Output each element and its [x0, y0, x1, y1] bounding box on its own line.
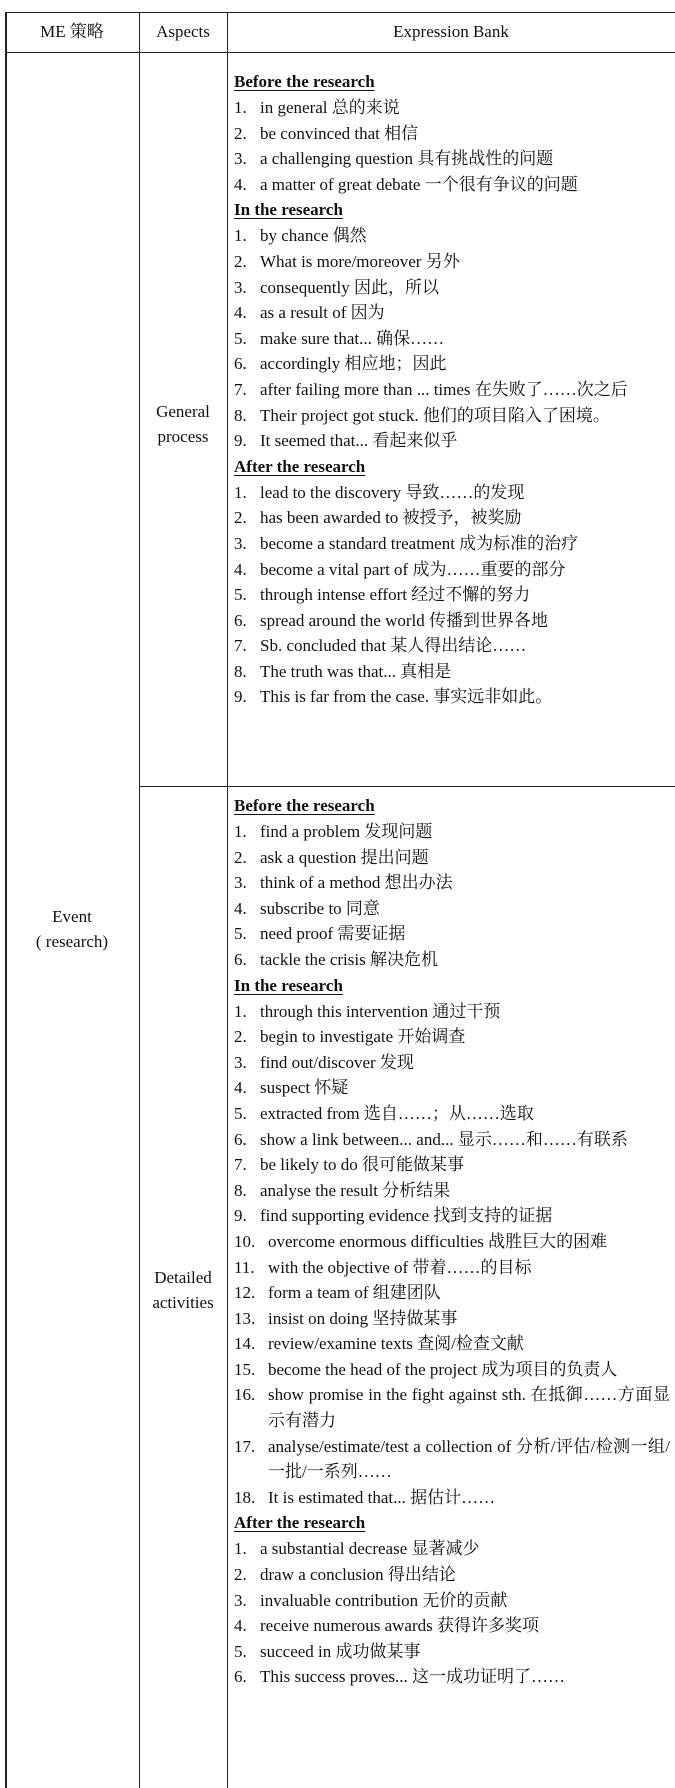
item-number: 6.: [234, 610, 247, 630]
section-heading: After the research: [234, 1513, 366, 1533]
section-heading: In the research: [234, 975, 343, 995]
item-number: 4.: [234, 559, 247, 579]
expression-item: [234, 403, 670, 429]
item-text: consequently 因此，所以: [260, 277, 439, 297]
item-number: 15.: [234, 1359, 256, 1379]
expression-item: [234, 999, 670, 1025]
expression-item: [234, 896, 670, 922]
expression-item: [234, 659, 670, 685]
expression-item: [234, 249, 670, 275]
item-text: draw a conclusion 得出结论: [260, 1565, 456, 1585]
expression-item: [234, 275, 670, 301]
item-number: 5.: [234, 328, 247, 348]
expression-item: [234, 608, 670, 634]
expression-item: [234, 1613, 670, 1639]
header-me-strategy: ME 策略: [40, 22, 104, 41]
expression-item: [234, 172, 670, 198]
item-text: find out/discover 发现: [260, 1052, 414, 1072]
header-aspects: Aspects: [156, 22, 210, 41]
item-number: 3.: [234, 533, 247, 553]
item-text: suspect 怀疑: [260, 1078, 349, 1098]
item-text: show promise in the fight against sth. 在抵御……方面显示有潜力: [268, 1385, 670, 1431]
expression-item: [234, 1588, 670, 1614]
header-expression-bank: Expression Bank: [393, 22, 509, 41]
item-text: review/examine texts 查阅/检查文献: [268, 1334, 524, 1354]
item-number: 8.: [234, 1180, 247, 1200]
item-number: 4.: [234, 174, 247, 194]
item-number: 2.: [234, 251, 247, 271]
expression-item: [234, 633, 670, 659]
item-text: analyse/estimate/test a collection of 分析/评估/检测一组/一批/一系列……: [268, 1436, 670, 1482]
item-text: in general 总的来说: [260, 98, 400, 117]
item-number: 3.: [234, 149, 247, 169]
expression-item: [234, 1203, 670, 1229]
expression-item: [234, 1306, 670, 1332]
expression-item: [234, 1485, 670, 1511]
aspect-general-process: [139, 399, 227, 449]
item-number: 5.: [234, 585, 247, 605]
item-number: 4.: [234, 1078, 247, 1098]
item-number: 5.: [234, 1103, 247, 1123]
item-text: spread around the world 传播到世界各地: [260, 610, 549, 630]
item-text: find a problem 发现问题: [260, 822, 433, 841]
expression-item: [234, 1101, 670, 1127]
item-number: 4.: [234, 898, 247, 918]
item-text: extracted from 选自……；从……选取: [260, 1103, 534, 1123]
item-number: 2.: [234, 1565, 247, 1585]
strategy-line-1: Event: [52, 907, 92, 926]
item-number: 1.: [234, 1001, 247, 1021]
item-text: It is estimated that... 据估计……: [268, 1487, 496, 1507]
item-number: 7.: [234, 379, 247, 399]
expression-item: [234, 351, 670, 377]
item-number: 11.: [234, 1257, 255, 1277]
item-text: Their project got stuck. 他们的项目陷入了困境。: [260, 405, 610, 425]
item-text: be convinced that 相信: [260, 123, 419, 143]
item-text: think of a method 想出办法: [260, 873, 453, 893]
item-number: 1.: [234, 98, 247, 117]
expression-item: [234, 480, 670, 506]
item-text: begin to investigate 开始调查: [260, 1027, 466, 1047]
item-text: subscribe to 同意: [260, 898, 380, 918]
aspect-line-2: activities: [152, 1293, 214, 1312]
expression-item: [234, 531, 670, 557]
item-text: as a result of 因为: [260, 303, 385, 323]
item-number: 6.: [234, 354, 247, 374]
item-text: Sb. concluded that 某人得出结论……: [260, 636, 527, 656]
item-text: a substantial decrease 显著减少: [260, 1539, 480, 1559]
section-heading: After the research: [234, 456, 366, 476]
item-number: 9.: [234, 687, 247, 707]
column-rule-2: [227, 12, 228, 1788]
section-heading: Before the research: [234, 72, 375, 91]
item-number: 1.: [234, 482, 247, 502]
aspect-line-2: process: [157, 427, 209, 446]
item-number: 17.: [234, 1436, 256, 1456]
expression-item: [234, 1434, 670, 1485]
expression-item: [234, 1178, 670, 1204]
expression-item: [234, 223, 670, 249]
item-text: become the head of the project 成为项目的负责人: [268, 1359, 618, 1379]
item-number: 16.: [234, 1385, 256, 1405]
item-number: 9.: [234, 431, 247, 451]
item-text: receive numerous awards 获得许多奖项: [260, 1616, 540, 1636]
item-text: accordingly 相应地；因此: [260, 354, 447, 374]
item-number: 3.: [234, 277, 247, 297]
item-number: 14.: [234, 1334, 256, 1354]
expression-item: [234, 819, 670, 845]
item-text: through this intervention 通过干预: [260, 1001, 501, 1021]
item-text: It seemed that... 看起来似乎: [260, 431, 458, 451]
item-number: 6.: [234, 1129, 247, 1149]
item-number: 5.: [234, 1641, 247, 1661]
aspect-detailed-activities: [139, 1265, 227, 1315]
item-number: 2.: [234, 508, 247, 528]
item-text: with the objective of 带着……的目标: [268, 1257, 532, 1277]
item-text: succeed in 成功做某事: [260, 1641, 421, 1661]
column-rule-1: [139, 12, 140, 1788]
item-number: 18.: [234, 1487, 256, 1507]
expression-item: [234, 1075, 670, 1101]
item-text: through intense effort 经过不懈的努力: [260, 585, 531, 605]
expression-item: [234, 146, 670, 172]
expression-item: [234, 1152, 670, 1178]
item-text: by chance 偶然: [260, 226, 367, 246]
expression-item: [234, 1664, 670, 1690]
item-number: 8.: [234, 661, 247, 681]
item-text: insist on doing 坚持做某事: [268, 1308, 458, 1328]
expression-item: [234, 1229, 670, 1255]
aspect-line-1: Detailed: [154, 1268, 212, 1287]
item-number: 3.: [234, 1590, 247, 1610]
item-text: invaluable contribution 无价的贡献: [260, 1590, 508, 1610]
expression-item: [234, 1562, 670, 1588]
item-number: 1.: [234, 1539, 247, 1559]
expression-item: [234, 684, 670, 710]
item-text: a challenging question 具有挑战性的问题: [260, 149, 554, 169]
aspect-line-1: General: [156, 402, 210, 421]
item-number: 9.: [234, 1206, 247, 1226]
expression-item: [234, 1639, 670, 1665]
item-text: need proof 需要证据: [260, 924, 406, 944]
item-text: ask a question 提出问题: [260, 847, 429, 867]
item-number: 12.: [234, 1283, 256, 1303]
item-text: make sure that... 确保……: [260, 328, 445, 348]
expression-item: [234, 95, 670, 121]
item-number: 7.: [234, 636, 247, 656]
expression-item: [234, 428, 670, 454]
expression-item: [234, 947, 670, 973]
item-text: has been awarded to 被授予，被奖励: [260, 508, 522, 528]
expression-item: [234, 505, 670, 531]
expression-item: [234, 300, 670, 326]
item-number: 3.: [234, 1052, 247, 1072]
expression-item: [234, 1024, 670, 1050]
item-number: 2.: [234, 847, 247, 867]
expression-item: [234, 326, 670, 352]
item-text: be likely to do 很可能做某事: [260, 1155, 464, 1175]
strategy-label: [5, 904, 139, 954]
header-bottom-rule: [5, 52, 675, 53]
item-number: 1.: [234, 226, 247, 246]
item-text: tackle the crisis 解决危机: [260, 949, 438, 969]
item-text: analyse the result 分析结果: [260, 1180, 451, 1200]
item-number: 10.: [234, 1231, 256, 1251]
item-number: 4.: [234, 1616, 247, 1636]
item-number: 2.: [234, 1027, 247, 1047]
group-divider-rule: [139, 786, 675, 787]
item-text: show a link between... and... 显示……和……有联系: [260, 1129, 628, 1149]
item-text: What is more/moreover 另外: [260, 251, 460, 271]
expression-item: [234, 845, 670, 871]
item-text: form a team of 组建团队: [268, 1283, 441, 1303]
item-text: This success proves... 这一成功证明了……: [260, 1667, 566, 1687]
expression-item: [234, 1331, 670, 1357]
expression-item: [234, 377, 670, 403]
item-text: become a standard treatment 成为标准的治疗: [260, 533, 579, 553]
item-number: 1.: [234, 822, 247, 841]
item-text: overcome enormous difficulties 战胜巨大的困难: [268, 1231, 608, 1251]
item-number: 5.: [234, 924, 247, 944]
item-number: 6.: [234, 949, 247, 969]
item-text: The truth was that... 真相是: [260, 661, 452, 681]
item-number: 2.: [234, 123, 247, 143]
expression-item: [234, 921, 670, 947]
item-number: 8.: [234, 405, 247, 425]
item-text: This is far from the case. 事实远非如此。: [260, 687, 553, 707]
expression-item: [234, 1280, 670, 1306]
section-heading: In the research: [234, 200, 343, 220]
expression-item: [234, 121, 670, 147]
expression-item: [234, 557, 670, 583]
expression-item: [234, 1255, 670, 1281]
item-text: a matter of great debate 一个很有争议的问题: [260, 174, 578, 194]
strategy-line-2: ( research): [35, 932, 109, 951]
expression-item: [234, 1536, 670, 1562]
item-text: find supporting evidence 找到支持的证据: [260, 1206, 553, 1226]
expression-group-general: [234, 69, 670, 710]
item-number: 3.: [234, 873, 247, 893]
item-text: become a vital part of 成为……重要的部分: [260, 559, 566, 579]
item-text: after failing more than ... times 在失败了……次之后: [260, 379, 628, 399]
section-heading: Before the research: [234, 796, 375, 815]
expression-item: [234, 870, 670, 896]
expression-item: [234, 1050, 670, 1076]
expression-group-detailed: [234, 793, 670, 1690]
item-number: 4.: [234, 303, 247, 323]
expression-item: [234, 1357, 670, 1383]
item-text: lead to the discovery 导致……的发现: [260, 482, 525, 502]
expression-item: [234, 1127, 670, 1153]
expression-item: [234, 1382, 670, 1433]
item-number: 7.: [234, 1155, 247, 1175]
item-number: 6.: [234, 1667, 247, 1687]
item-number: 13.: [234, 1308, 256, 1328]
expression-item: [234, 582, 670, 608]
